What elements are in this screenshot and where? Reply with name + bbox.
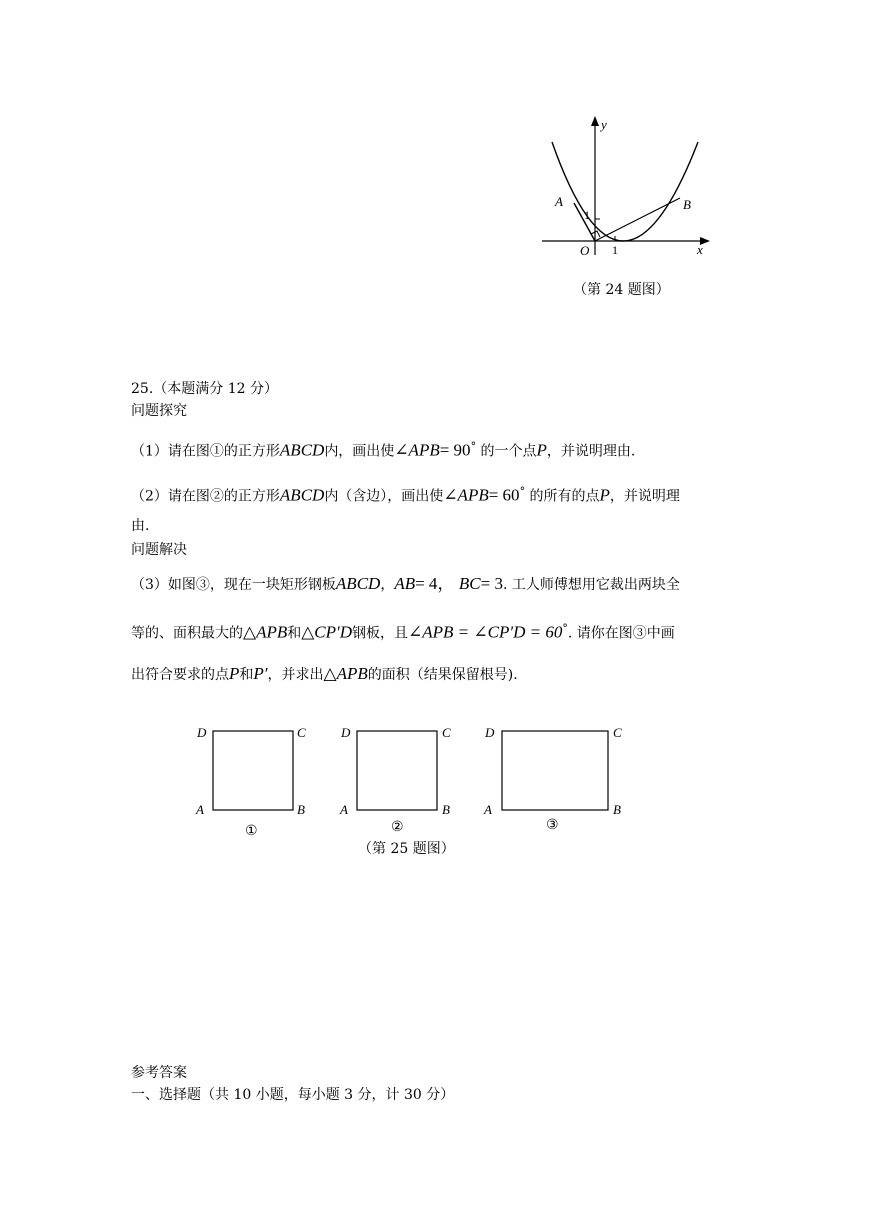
rectangle-3-b: B (613, 802, 621, 817)
question-25-part-2-tail: 由. (131, 518, 150, 534)
question-25-part-3-line-2 (131, 619, 675, 644)
square-2-mark: ② (391, 820, 404, 835)
p1-text-a: （1）请在图①的正方形 (131, 443, 280, 460)
p3-bc: BC (458, 574, 481, 593)
rectangle-3-d: D (485, 725, 495, 740)
square-1-mark: ① (245, 824, 258, 838)
p3-and-2: 和 (239, 667, 254, 683)
question-25-heading: 25.（本题满分 12 分） (131, 381, 278, 397)
p3-bc-eq: = 3 (480, 574, 503, 593)
p1-eq: = 90 (439, 440, 471, 460)
p3-point-p: P (229, 664, 240, 683)
p3-text-g: ，并求出 (267, 667, 324, 683)
p3-sep: ， (380, 577, 395, 593)
p3-deg: ° (562, 622, 568, 635)
y-axis-arrow (591, 116, 599, 126)
square-1-d: D (197, 725, 207, 740)
question-25-part-3-line-1 (131, 574, 680, 595)
p3-text-h: 的面积（结果保留根号). (367, 667, 518, 683)
origin-label: O (580, 243, 590, 258)
p2-eq: = 60 (488, 485, 520, 505)
question-25-part-1 (131, 437, 635, 462)
p1-abcd: ABCD (279, 440, 325, 460)
square-1-b: B (297, 802, 305, 817)
x-axis-label: x (697, 242, 703, 257)
figure-24-caption: （第 24 题图） (573, 282, 670, 298)
p2-abcd: ABCD (279, 485, 325, 505)
p1-text-c: 的一个点 (480, 443, 537, 460)
question-25-part-3-line-3 (131, 664, 518, 685)
p1-text-d: ，并说明理由. (546, 443, 636, 460)
p3-ab: AB (394, 574, 416, 593)
p3-abcd: ABCD (335, 574, 381, 593)
rectangle-3-a: A (484, 802, 492, 817)
section-problem-solving: 问题解决 (131, 542, 187, 558)
p3-text-d: 钢板，且 (352, 625, 409, 642)
p3-triangle-cpd: △CP′D (301, 622, 353, 642)
segment-ob (595, 198, 680, 241)
rectangle-3-c: C (613, 725, 622, 740)
p3-text-a: （3）如图③，现在一块矩形钢板 (131, 577, 336, 593)
figure-25-rectangles (185, 718, 645, 838)
p3-text-e: . 请你在图③中画 (567, 625, 675, 642)
square-2-d: D (341, 725, 351, 740)
p1-angle: ∠APB (394, 440, 440, 460)
p3-point-p-prime: P′ (253, 664, 268, 683)
rectangle-3 (502, 731, 608, 810)
p1-point-p: P (536, 440, 547, 460)
p1-text-b: 内，画出使 (324, 443, 395, 460)
figure-24-parabola (530, 110, 730, 270)
p2-text-a: （2）请在图②的正方形 (131, 488, 280, 505)
p3-triangle-apb: △APB (243, 622, 288, 642)
p2-text-d: ，并说明理 (609, 488, 680, 505)
y-axis-label: y (601, 117, 607, 132)
square-2-a: A (340, 802, 348, 817)
section-problem-exploration: 问题探究 (131, 403, 187, 419)
p3-ab-eq: = 4， (415, 574, 455, 593)
question-25-part-2 (131, 482, 680, 507)
p3-and-1: 和 (287, 625, 302, 642)
square-1-c: C (297, 725, 306, 740)
point-a-label: A (555, 194, 563, 209)
figure-25-caption: （第 25 题图） (358, 841, 455, 857)
p2-angle: ∠APB (443, 485, 489, 505)
square-2 (357, 731, 437, 810)
p2-text-c: 的所有的点 (529, 488, 600, 505)
answers-title: 参考答案 (131, 1065, 187, 1081)
tick-x-1-label: 1 (612, 243, 618, 257)
point-b-label: B (683, 197, 691, 212)
rectangle-3-mark: ③ (546, 818, 559, 833)
p3-text-c: 等的、面积最大的 (131, 625, 243, 642)
answers-part-1: 一、选择题（共 10 小题，每小题 3 分，计 30 分） (131, 1087, 455, 1103)
square-2-b: B (442, 802, 450, 817)
tick-y-1-label: 1 (584, 208, 590, 222)
p3-angles: ∠APB = ∠CP′D = 60 (408, 622, 563, 642)
square-1 (213, 731, 293, 810)
square-2-c: C (442, 725, 451, 740)
p2-deg: ° (519, 485, 526, 498)
p3-text-f: 出符合要求的点 (131, 667, 229, 683)
p2-text-b: 内（含边），画出使 (324, 488, 444, 505)
p3-text-b: . 工人师傅想用它裁出两块全 (502, 577, 680, 593)
square-1-a: A (196, 802, 204, 817)
p1-deg: ° (470, 440, 477, 453)
p2-point-p: P (599, 485, 610, 505)
p3-triangle-apb-2: △APB (323, 664, 368, 683)
